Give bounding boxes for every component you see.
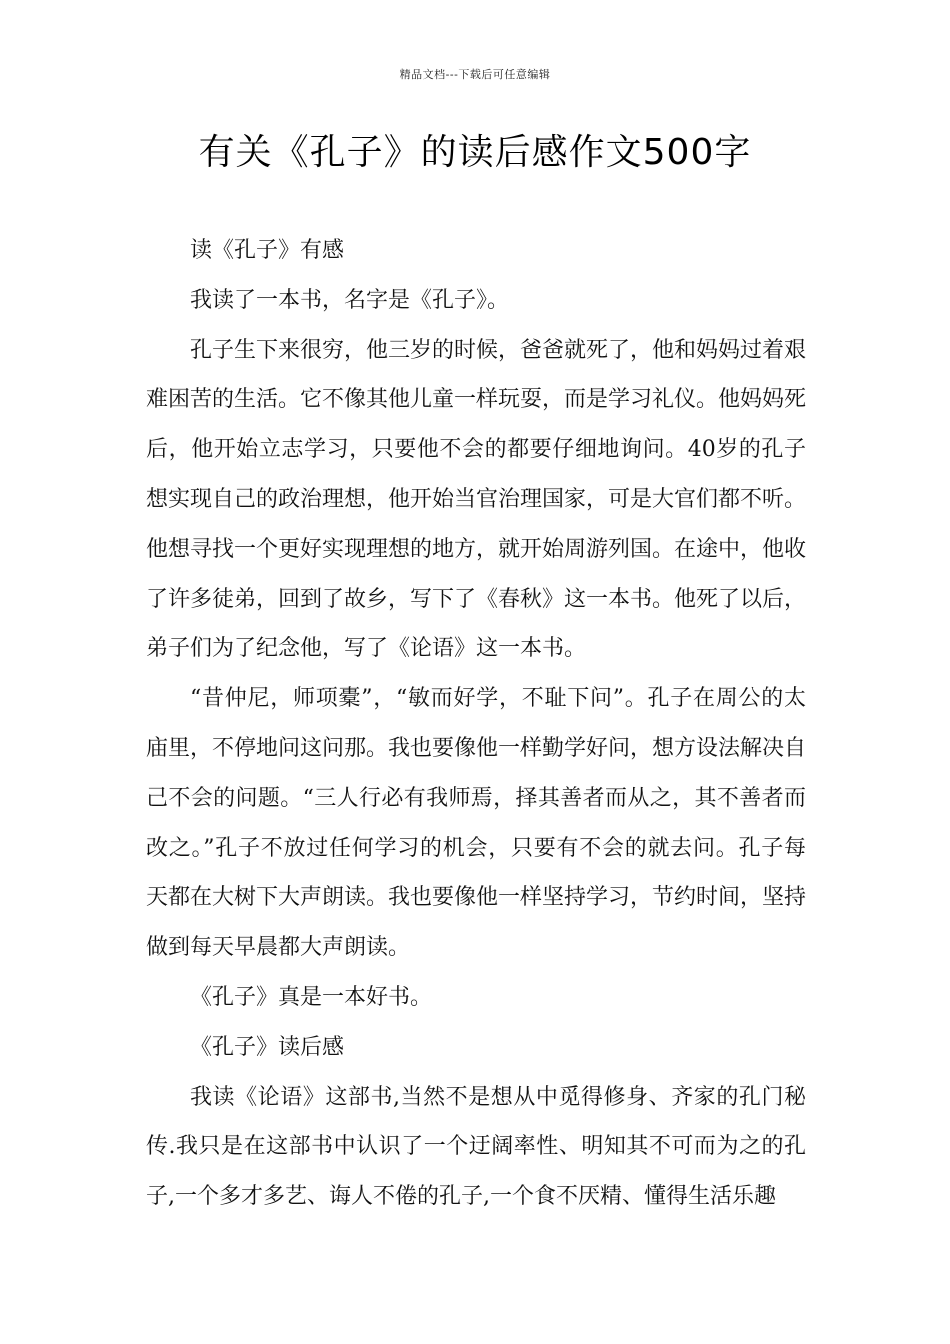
paragraph-subtitle-1: 读《孔子》有感 (190, 238, 345, 263)
paragraph: 孔子生下来很穷，他三岁的时候，爸爸就死了，他和妈妈过着艰难困苦的生活。它不像其他儿童一样玩耍，而是学习礼仪。他妈妈死后，他开始立志学习，只要他不会的都要仔细地询问。40岁的孔子想实现自己的政治理想，他开始当官治理国家，可是大官们都不听。他想寻找一个更好实现理想的地方，就开始周游列国。在途中，他收了许多徒弟，回到了故乡，写下了《春秋》这一本书。他死了以后，弟子们为了纪念他，写了《论语》这一本书。 (146, 337, 807, 662)
document-title: 有关《孔子》的读后感作文500字 (198, 132, 752, 173)
paragraph-subtitle-2: 《孔子》读后感 (190, 1034, 345, 1060)
paragraph: 我读了一本书，名字是《孔子》。 (190, 287, 510, 313)
paragraph: 我读《论语》这部书,当然不是想从中觅得修身、齐家的孔门秘传.我只是在这部书中认识了一个迂阔率性、明知其不可而为之的孔子,一个多才多艺、诲人不倦的孔子,一个食不厌精、懂得生活乐趣 (146, 1084, 806, 1210)
header-note: 精品文档---下载后可任意编辑 (399, 68, 551, 81)
paragraph: “昔仲尼，师项橐”，“敏而好学，不耻下问”。孔子在周公的太庙里，不停地问这问那。我也要像他一样勤学好问，想方设法解决自己不会的问题。“三人行必有我师焉，择其善者而从之，其不善者而改之。”孔子不放过任何学习的机会，只要有不会的就去问。孔子每天都在大树下大声朗读。我也要像他一样坚持学习，节约时间，坚持做到每天早晨都大声朗读。 (146, 686, 807, 961)
document-body (146, 226, 806, 1222)
paragraph: 《孔子》真是一本好书。 (190, 984, 433, 1010)
